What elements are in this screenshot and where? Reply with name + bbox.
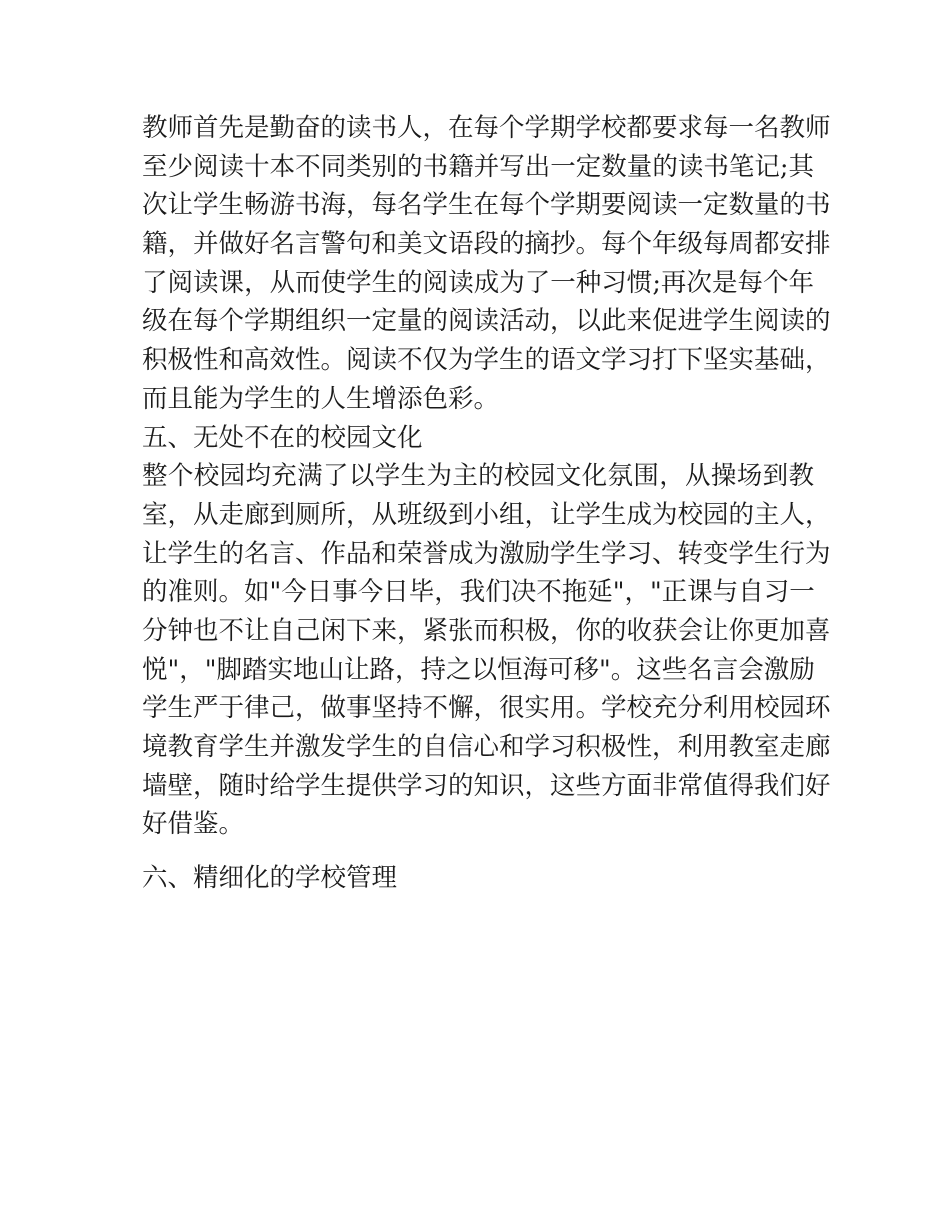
document-body xyxy=(142,109,831,898)
paragraph-line: 级在每个学期组织一定量的阅读活动，以此来促进学生阅读的 xyxy=(142,306,831,337)
paragraph-line: 至少阅读十本不同类别的书籍并写出一定数量的读书笔记;其 xyxy=(142,151,814,182)
section-heading-5: 五、无处不在的校园文化 xyxy=(142,422,423,453)
paragraph-line: 好借鉴。 xyxy=(142,809,245,840)
paragraph-line: 籍，并做好名言警句和美文语段的摘抄。每个年级每周都安排 xyxy=(142,229,831,260)
paragraph-line: 教师首先是勤奋的读书人，在每个学期学校都要求每一名教师 xyxy=(142,113,831,143)
paragraph-line: 而且能为学生的人生增添色彩。 xyxy=(142,383,500,414)
paragraph-line: 的准则。如"今日事今日毕，我们决不拖延"，"正课与自习一 xyxy=(142,577,815,608)
paragraph-line: 境教育学生并激发学生的自信心和学习积极性，利用教室走廊 xyxy=(142,732,831,762)
paragraph-reading xyxy=(142,109,831,419)
paragraph-line: 让学生的名言、作品和荣誉成为激励学生学习、转变学生行为 xyxy=(142,538,831,569)
paragraph-line: 了阅读课，从而使学生的阅读成为了一种习惯;再次是每个年 xyxy=(142,267,814,298)
paragraph-line: 整个校园均充满了以学生为主的校园文化氛围，从操场到教 xyxy=(142,461,814,492)
paragraph-line: 积极性和高效性。阅读不仅为学生的语文学习打下坚实基础， xyxy=(142,345,831,376)
paragraph-line: 学生严于律己，做事坚持不懈，很实用。学校充分利用校园环 xyxy=(142,693,831,724)
section-heading-6: 六、精细化的学校管理 xyxy=(142,863,398,894)
paragraph-line: 室，从走廊到厕所，从班级到小组，让学生成为校园的主人， xyxy=(142,499,831,530)
paragraph-line: 分钟也不让自己闲下来，紧张而积极，你的收获会让你更加喜 xyxy=(142,615,831,646)
paragraph-culture xyxy=(142,457,831,844)
paragraph-line: 次让学生畅游书海，每名学生在每个学期要阅读一定数量的书 xyxy=(142,190,831,221)
paragraph-line: 悦"，"脚踏实地山让路，持之以恒海可移"。这些名言会激励 xyxy=(142,654,815,685)
paragraph-line: 墙壁，随时给学生提供学习的知识，这些方面非常值得我们好 xyxy=(142,770,831,801)
